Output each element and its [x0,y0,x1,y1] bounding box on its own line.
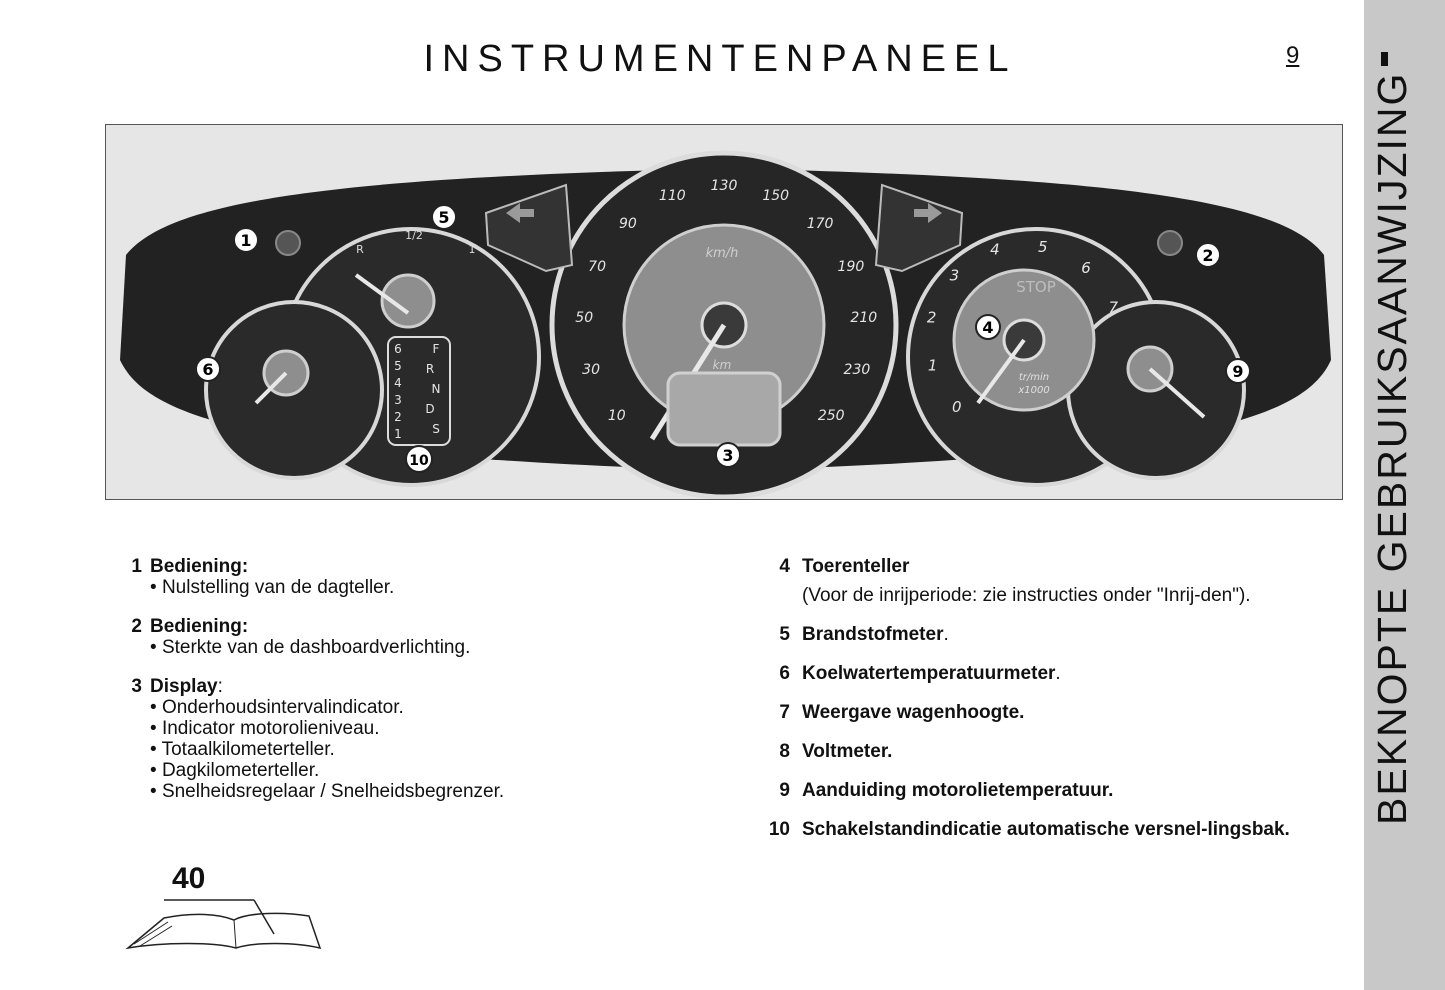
legend-item-8 [760,741,1348,762]
fuel-label-half: 1/2 [405,229,423,242]
speedo-unit: km/h [705,246,739,261]
fuel-label-r: R [356,243,364,256]
speedo-tick-label: 170 [806,216,834,233]
legend-heading: Aanduiding motorolietemperatuur. [802,780,1114,801]
page-number: 40 [172,862,206,895]
tacho-tick-label: 4 [990,240,1000,259]
callout-2 [1196,243,1220,267]
svg-text:4: 4 [982,318,994,337]
speedo-tick-label: 110 [658,187,686,204]
speedo-tick-label: 70 [588,258,607,275]
svg-text:9: 9 [1232,362,1244,381]
legend-heading: Bediening: [150,616,249,637]
legend-item-1 [118,556,638,598]
legend-number: 4 [779,556,790,577]
gear-manual-label: 1 [394,427,402,441]
callout-5 [432,205,456,229]
legend-heading: Weergave wagenhoogte. [802,702,1025,723]
callout-6 [196,357,220,381]
svg-text:3: 3 [722,446,734,465]
svg-text:5: 5 [438,208,450,227]
side-tab-label: BEKNOPTE GEBRUIKSAANWIJZING [1369,71,1415,825]
legend-bullet: • Sterkte van de dashboardverlichting. [150,637,638,658]
page-title: INSTRUMENTENPANEEL [423,38,1017,80]
legend-item-2 [118,616,638,658]
dimmer-button-icon [1158,231,1182,255]
legend-item-5 [760,624,1348,645]
legend-right-column [760,556,1348,858]
tacho-tick-label: 6 [1081,259,1091,277]
tacho-tick-label: 5 [1038,237,1048,256]
speedo-tick-label: 230 [843,362,871,378]
callout-3 [716,443,740,467]
legend-heading: Display [150,676,218,697]
legend-suffix: : [217,676,223,697]
legend-number: 2 [131,616,142,637]
legend-number: 1 [131,556,142,577]
gear-auto-label: N [431,382,441,396]
display-screen [668,373,780,445]
legend-item-10 [760,819,1348,840]
tacho-tick-label: 2 [926,308,937,327]
gear-manual-label: 5 [394,359,402,373]
instrument-panel-drawing [106,125,1342,499]
gear-auto-label: R [425,362,435,376]
legend-note: (Voor de inrijperiode: zie instructies onder "Inrij-den"). [802,585,1251,606]
legend-number: 6 [779,663,790,684]
tacho-unit-2: x1000 [1018,385,1050,396]
tacho-stop-label: STOP [1016,278,1056,296]
callout-4 [976,315,1000,339]
legend-bullet: • Dagkilometerteller. [150,760,638,781]
gear-manual-label: 3 [394,393,402,407]
tacho-tick-label: 0 [952,398,962,417]
speedo-tick-label: 30 [582,362,601,378]
legend-suffix: . [1055,663,1061,684]
callout-1 [234,228,258,252]
callout-10 [406,446,432,472]
svg-text:10: 10 [409,453,429,469]
instrument-panel-illustration [105,124,1343,500]
tacho-tick-label: 1 [927,356,938,375]
svg-text:1: 1 [240,231,252,250]
legend-bullet: • Onderhoudsintervalindicator. [150,697,638,718]
gear-auto-label: D [425,402,435,416]
speedo-tick-label: 90 [618,216,637,233]
tacho-unit-1: tr/min [1018,372,1050,383]
legend-number: 3 [131,676,142,697]
speedo-tick-label: 150 [762,187,790,204]
legend-suffix: . [943,624,949,645]
svg-text:2: 2 [1202,246,1214,265]
gear-auto-label: S [432,422,440,436]
callout-9 [1226,359,1250,383]
tacho-tick-label: 3 [949,266,960,285]
gear-auto-label: F [432,342,440,356]
legend-left-column [118,556,638,820]
legend-bullet: • Snelheidsregelaar / Snelheidsbegrenzer. [150,781,638,802]
legend-heading: Schakelstandindicatie automatische versnel-lingsbak. [802,819,1290,840]
speedo-tick-label: 130 [710,178,738,194]
trip-reset-button-icon [276,231,300,255]
gear-manual-label: 6 [394,342,402,356]
svg-text:6: 6 [202,360,214,379]
legend-item-4 [760,556,1348,606]
tacho-tick-label: 7 [1108,298,1119,317]
legend-item-3 [118,676,638,802]
gear-manual-label: 2 [394,410,402,424]
speedo-tick-label: 190 [837,258,865,275]
side-tab-marker [1381,52,1388,66]
speedo-tick-label: 10 [607,408,626,424]
legend-heading: Brandstofmeter [802,624,944,645]
legend-heading: Bediening: [150,556,249,577]
legend-heading: Voltmeter. [802,741,893,762]
legend-number: 7 [779,702,790,723]
legend-heading: Koelwatertemperatuurmeter [802,663,1056,684]
legend-heading: Toerenteller [802,556,910,577]
legend-number: 5 [779,624,790,645]
legend-bullet: • Totaalkilometerteller. [150,739,638,760]
open-book-icon [124,898,324,952]
legend-bullet: • Indicator motorolieniveau. [150,718,638,739]
odo-unit: km [712,358,732,372]
legend-number: 8 [779,741,790,762]
speedo-tick-label: 250 [817,408,845,424]
legend-number: 10 [768,819,790,840]
fuel-label-full: 1 [468,243,476,256]
gear-manual-label: 4 [394,376,402,390]
legend-item-6 [760,663,1348,684]
legend-number: 9 [779,780,790,801]
legend-item-7 [760,702,1348,723]
page-reference: 9 [1286,42,1300,69]
speedo-tick-label: 210 [850,309,878,326]
legend-item-9 [760,780,1348,801]
speedo-tick-label: 50 [575,309,594,326]
legend-bullet: • Nulstelling van de dagteller. [150,577,638,598]
